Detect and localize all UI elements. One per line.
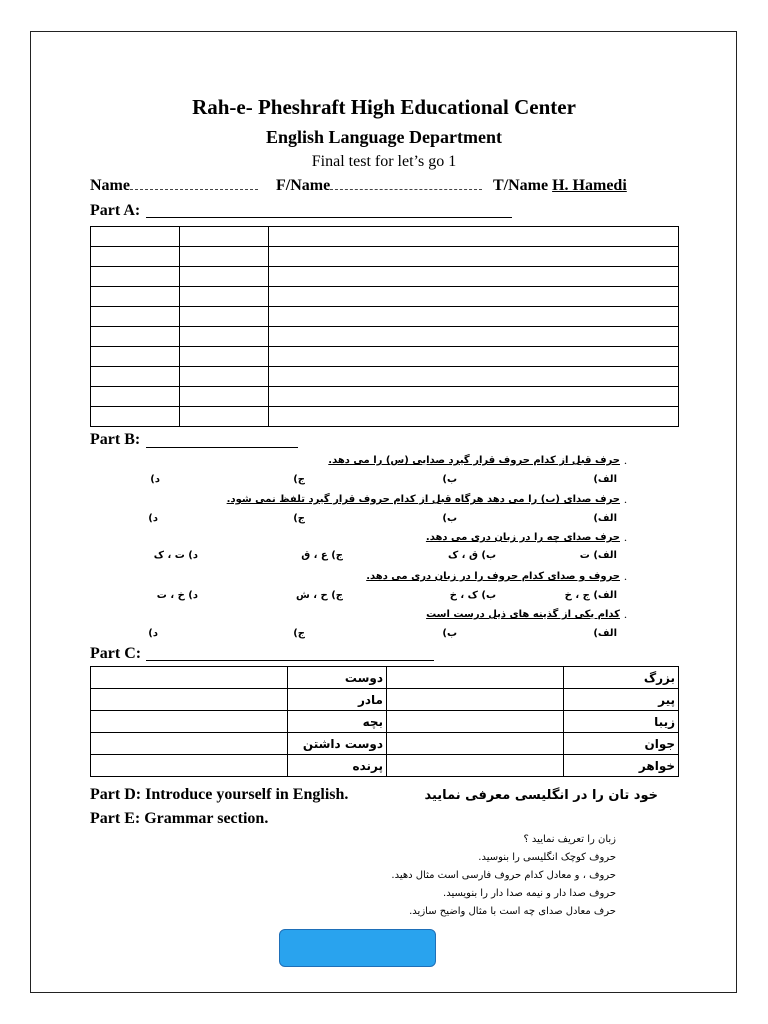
test-title: Final test for let’s go 1 bbox=[311, 153, 457, 170]
grammar-line-1: زبان را تعریف نمایید ؟ bbox=[523, 834, 616, 845]
question-3: حرف صدای چه را در زبان دری می دهد. bbox=[425, 532, 620, 543]
table-row bbox=[91, 667, 679, 689]
name-field[interactable] bbox=[90, 177, 258, 195]
tname-field bbox=[493, 177, 627, 195]
q2-option-d[interactable]: د) bbox=[148, 513, 158, 524]
word-a: بزرگ bbox=[564, 667, 679, 689]
q1-option-d[interactable]: د) bbox=[150, 474, 160, 485]
q4-option-d[interactable]: د) خ ، ت bbox=[156, 590, 198, 601]
q1-option-c[interactable]: ج) bbox=[293, 474, 305, 485]
word-b: بچه bbox=[288, 711, 387, 733]
part-b-title-line bbox=[146, 447, 298, 448]
part-d-label: Part D: Introduce yourself in English. bbox=[90, 786, 349, 803]
grammar-line-4: حروف صدا دار و نیمه صدا دار را بنویسید. bbox=[443, 888, 616, 899]
q1-option-b[interactable]: ب) bbox=[442, 474, 457, 485]
school-title: Rah-e- Pheshraft High Educational Center bbox=[192, 95, 576, 119]
word-b: پرنده bbox=[288, 755, 387, 777]
grammar-line-3: حروف ، و معادل کدام حروف فارسی است مثال دهید. bbox=[391, 870, 616, 881]
part-e-label: Part E: Grammar section. bbox=[90, 810, 269, 827]
part-c-label: Part C: bbox=[90, 645, 142, 662]
part-a-table[interactable] bbox=[90, 226, 679, 427]
q5-option-a[interactable]: الف) bbox=[593, 628, 617, 639]
word-b: دوست داشتن bbox=[288, 733, 387, 755]
part-c-title-line bbox=[146, 660, 434, 661]
q5-option-b[interactable]: ب) bbox=[442, 628, 457, 639]
grammar-line-2: حروف کوچک انگلیسی را بنوسید. bbox=[478, 852, 616, 863]
blue-button[interactable] bbox=[279, 929, 436, 967]
fname-field[interactable] bbox=[276, 177, 482, 195]
q3-option-c[interactable]: ج) ع ، ق bbox=[301, 550, 343, 561]
question-4: حروف و صدای کدام حروف را در زبان دری می دهد. bbox=[366, 571, 620, 582]
word-b: دوست bbox=[288, 667, 387, 689]
grammar-line-5: حرف معادل صدای چه است با مثال واضیح سازید. bbox=[409, 906, 616, 917]
q1-option-a[interactable]: الف) bbox=[593, 474, 617, 485]
part-a-title-line bbox=[146, 217, 512, 218]
word-a: پیر bbox=[564, 689, 679, 711]
part-d-persian: خود تان را در انگلیسی معرفی نمایید bbox=[424, 788, 658, 803]
question-2: حرف صدای (ب) را می دهد هرگاه قبل از کدام حروف قرار گیرد تلفظ نمی شود. bbox=[226, 494, 620, 505]
table-row bbox=[91, 711, 679, 733]
question-5: کدام یکی از گذینه های ذیل درست است bbox=[426, 609, 620, 620]
q2-option-c[interactable]: ج) bbox=[293, 513, 305, 524]
q5-option-d[interactable]: د) bbox=[148, 628, 158, 639]
table-row bbox=[91, 733, 679, 755]
q4-option-c[interactable]: ج) ح ، ش bbox=[295, 590, 343, 601]
question-1: حرف قبل از کدام حروف قرار گیرد صدایی (س) را می دهد. bbox=[328, 455, 620, 466]
teacher-name: H. Hamedi bbox=[552, 177, 627, 194]
tname-label: T/Name bbox=[493, 177, 549, 194]
q2-option-a[interactable]: الف) bbox=[593, 513, 617, 524]
word-b: مادر bbox=[288, 689, 387, 711]
name-label: Name bbox=[90, 177, 130, 194]
word-a: خواهر bbox=[564, 755, 679, 777]
fname-label: F/Name bbox=[276, 177, 331, 194]
q3-option-b[interactable]: ب) ق ، ک bbox=[447, 550, 496, 561]
table-row bbox=[91, 755, 679, 777]
word-a: جوان bbox=[564, 733, 679, 755]
department-title: English Language Department bbox=[265, 127, 503, 147]
page-border bbox=[30, 31, 737, 993]
q5-option-c[interactable]: ج) bbox=[293, 628, 305, 639]
q3-option-d[interactable]: د) ت ، ک bbox=[153, 550, 198, 561]
q3-option-a[interactable]: الف) ت bbox=[579, 550, 617, 561]
table-row bbox=[91, 689, 679, 711]
part-b-label: Part B: bbox=[90, 431, 141, 448]
word-a: زیبا bbox=[564, 711, 679, 733]
part-a-label: Part A: bbox=[90, 202, 141, 219]
q2-option-b[interactable]: ب) bbox=[442, 513, 457, 524]
q4-option-b[interactable]: ب) ک ، خ bbox=[449, 590, 496, 601]
part-c-table bbox=[90, 666, 679, 777]
q4-option-a[interactable]: الف) ج ، خ bbox=[564, 590, 617, 601]
